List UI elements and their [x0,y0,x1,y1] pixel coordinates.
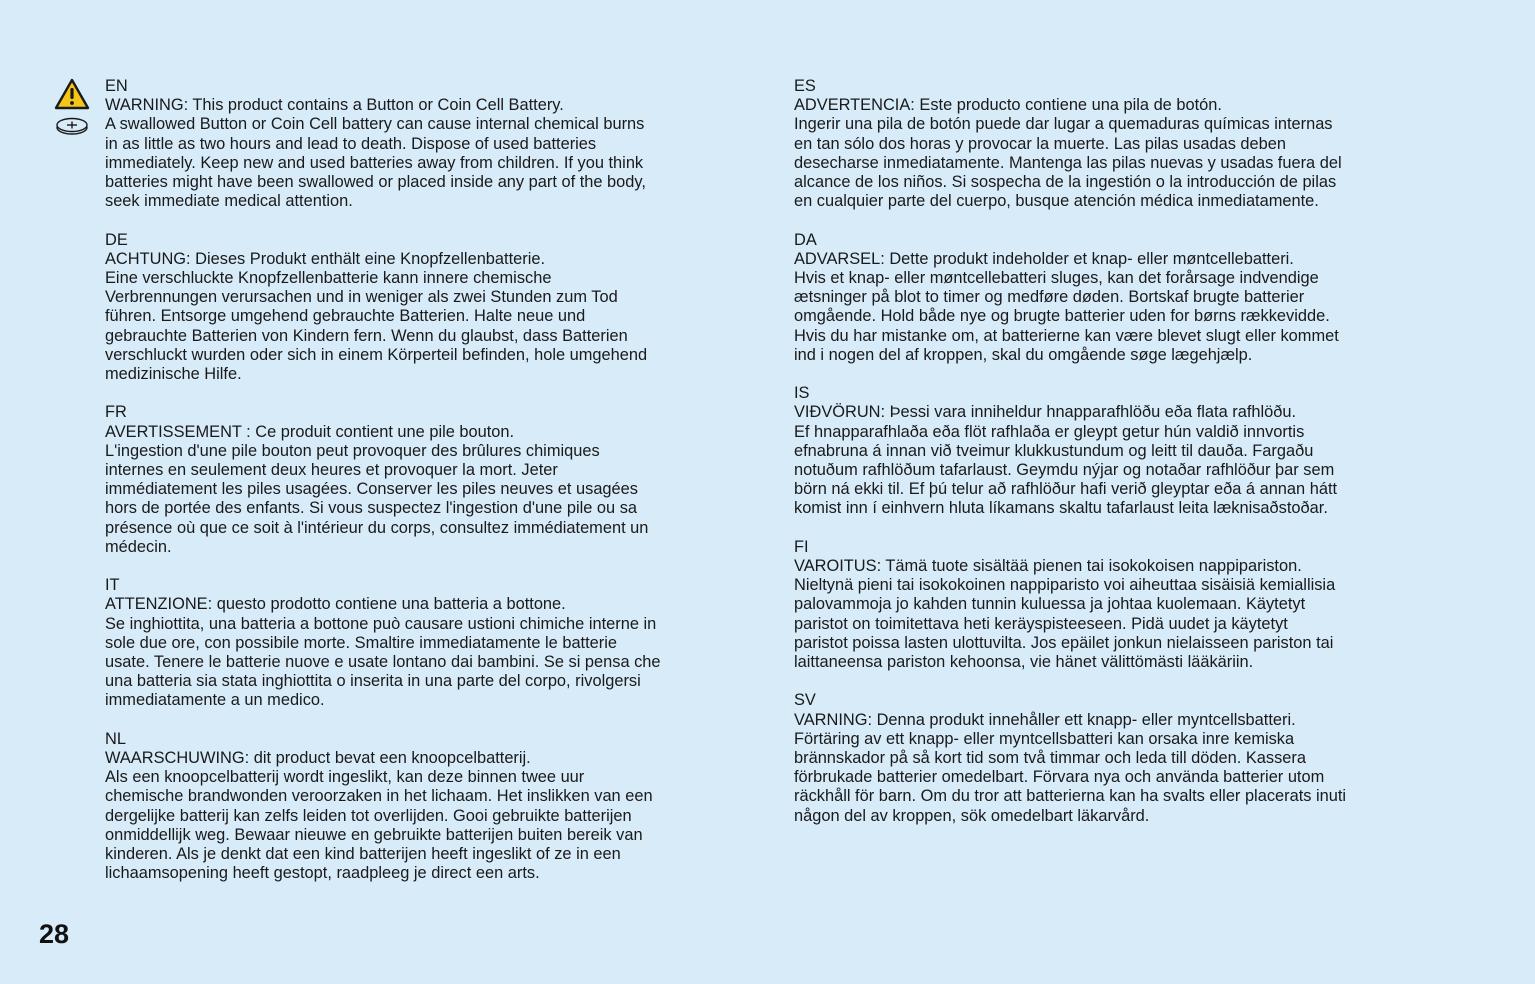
left-column [105,77,745,903]
warning-heading: WARNING: This product contains a Button or Coin Cell Battery. [105,96,564,115]
warning-icons [54,78,90,136]
warning-heading: ADVERTENCIA: Este producto contiene una pila de botón. [794,96,1222,115]
language-code: NL [105,729,126,748]
warning-body: A swallowed Button or Coin Cell battery can cause internal chemical burns in as little as two hours and lead to death. Dispose of used batteries immediately. Keep new and used batteries away from children. If you think batteries might have been swallowed or placed inside any part of the body, seek immediate medical attention. [105,115,646,211]
warning-body: Se inghiottita, una batteria a bottone può causare ustioni chimiche interne in sole due ore, con possibile morte. Smaltire immediatamente le batterie usate. Tenere le batterie nuove e usate lontano dai bambini. Se si pensa che una batteria sia stata inghiottita o inserita in una parte del corpo, rivolgersi immediatamente a un medico. [105,614,661,710]
language-code: EN [105,77,128,95]
warning-body: Als een knoopcelbatterij wordt ingeslikt, kan deze binnen twee uur chemische brandwonden veroorzaken in het lichaam. Het inslikken van een dergelijke batterij kan zelfs leiden tot overlijden. Gooi gebruikte batterijen onmiddellijk weg. Bewaar nieuwe en gebruikte batterijen buiten bereik van kinderen. Als je denkt dat een kind batterijen heeft ingeslikt of ze in een lichaamsopening heeft gestopt, raadpleeg je direct een arts. [105,768,653,883]
section-fr [105,403,745,557]
warning-body: Förtäring av ett knapp- eller myntcellsbatteri kan orsaka inre kemiska brännskador på så kort tid som två timmar och leda till döden. Kassera förbrukade batterier omedelbart. Förvara nya och använda batterier utom räckhåll för barn. Om du tror att batterierna kan ha svalts eller placerats inuti någon del av kroppen, sök omedelbart läkarvård. [794,729,1347,825]
language-code: IS [794,384,810,403]
section-is [794,384,1434,518]
section-sv [794,691,1434,825]
warning-body: Nieltynä pieni tai isokokoinen nappiparisto voi aiheuttaa sisäisiä kemiallisia palovammoja jo kahden tunnin kuluessa ja johtaa kuolemaan. Käytetyt paristot on toimitettava heti keräyspisteeseen. Pidä uudet ja käytetyt paristot poissa lasten ulottuvilta. Jos epäilet jonkun nielaisseen pariston tai laittaneensa pariston kehoonsa, vie hänet välittömästi lääkäriin. [794,576,1336,672]
section-da [794,231,1434,365]
language-code: SV [794,691,816,710]
warning-heading: AVERTISSEMENT : Ce produit contient une pile bouton. [105,422,515,441]
section-de [105,231,745,385]
right-column [794,77,1434,845]
language-code: FR [105,403,127,422]
section-es [794,77,1434,211]
warning-heading: VARNING: Denna produkt innehåller ett knapp- eller myntcellsbatteri. [794,710,1296,729]
warning-heading: WAARSCHUWING: dit product bevat een knoopcelbatterij. [105,749,531,768]
section-en [105,77,745,211]
warning-body: L'ingestion d'une pile bouton peut provoquer des brûlures chimiques internes en seulement deux heures et provoquer la mort. Jeter immédiatement les piles usagées. Conserver les piles neuves et usagées hors de portée des enfants. Si vous suspectez l'ingestion d'une pile ou sa présence où que ce soit à l'intérieur du corps, consultez immédiatement un médecin. [105,441,649,556]
warning-heading: ACHTUNG: Dieses Produkt enthält eine Knopfzellenbatterie. [105,249,546,268]
coin-battery-icon [54,116,90,136]
warning-heading: ADVARSEL: Dette produkt indeholder et knap- eller møntcellebatteri. [794,249,1294,268]
warning-body: Eine verschluckte Knopfzellenbatterie kann innere chemische Verbrennungen verursachen und in weniger als zwei Stunden zum Tod führen. Entsorge umgehend gebrauchte Batterien. Halte neue und gebrauchte Batterien von Kindern fern. Wenn du glaubst, dass Batterien verschluckt wurden oder sich in einem Körperteil befinden, hole umgehend medizinische Hilfe. [105,269,648,384]
language-code: ES [794,77,816,95]
language-code: FI [794,537,809,556]
warning-body: Ingerir una pila de botón puede dar lugar a quemaduras químicas internas en tan sólo dos horas y provocar la muerte. Las pilas usadas deben desecharse inmediatamente. Mantenga las pilas nuevas y usadas fuera del alcance de los niños. Si sospecha de la ingestión o la introducción de pilas en cualquier parte del cuerpo, busque atención médica inmediatamente. [794,115,1342,211]
warning-body: Hvis et knap- eller møntcellebatteri sluges, kan det forårsage indvendige ætsninger på blot to timer og medføre døden. Bortskaf brugte batterier omgående. Hold både nye og brugte batterier uden for børns rækkevidde. Hvis du har mistanke om, at batterierne kan være blevet slugt eller kommet ind i nogen del af kroppen, skal du omgående søge lægehjælp. [794,269,1339,364]
language-code: DE [105,230,128,249]
warning-heading: VIÐVÖRUN: Þessi vara inniheldur hnapparafhlöðu eða flata rafhlöðu. [794,403,1297,422]
language-code: DA [794,230,817,249]
language-code: IT [105,576,120,595]
warning-body: Ef hnapparafhlaða eða flöt rafhlaða er gleypt getur hún valdið innvortis efnabruna á innan við tveimur klukkustundum og leitt til dauða. Fargaðu notuðum rafhlöðum tafarlaust. Geymdu nýjar og notaðar rafhlöður þar sem börn ná ekki til. Ef þú telur að rafhlöður hafi verið gleyptar eða á annan hátt komist inn í einhvern hluta líkamans skaltu tafarlaust leita læknisaðstoðar. [794,422,1338,518]
page-number: 28 [39,919,70,949]
warning-heading: VAROITUS: Tämä tuote sisältää pienen tai isokokoisen nappipariston. [794,557,1302,576]
warning-heading: ATTENZIONE: questo prodotto contiene una batteria a bottone. [105,595,566,614]
section-nl [105,730,745,884]
warning-triangle-icon [54,78,90,110]
section-fi [794,538,1434,672]
section-it [105,576,745,710]
